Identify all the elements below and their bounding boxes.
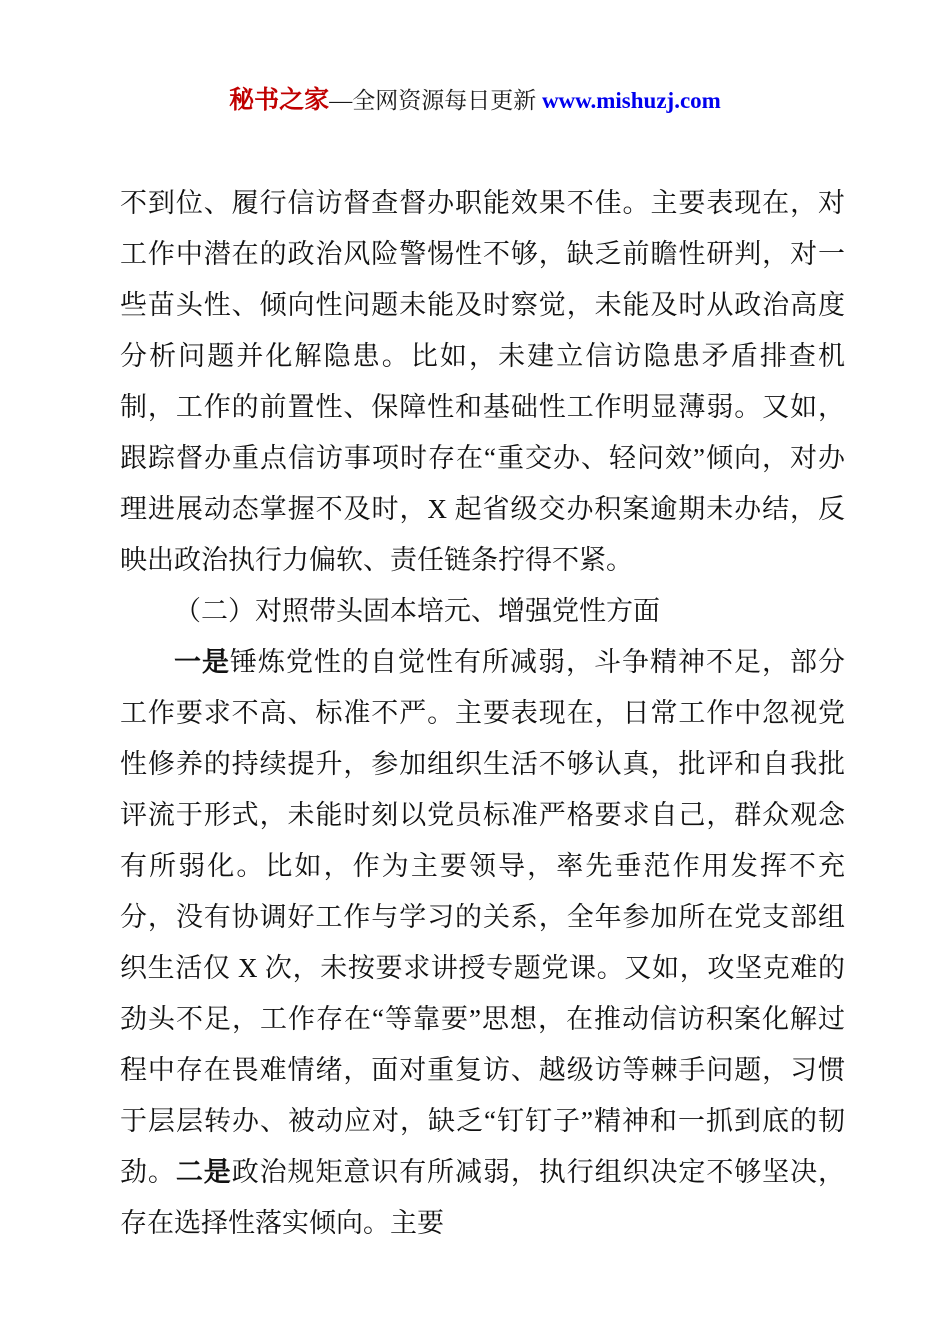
paragraph [120,586,845,637]
site-brand: 秘书之家 [229,87,330,114]
text-run: （二）对照带头固本培元、增强党性方面 [174,596,660,626]
header-tagline: —全网资源每日更新 [329,88,542,113]
text-run: 不到位、履行信访督查督办职能效果不佳。主要表现在，对工作中潜在的政治风险警惕性不够，缺乏前瞻性研判，对一些苗头性、倾向性问题未能及时察觉，未能及时从政治高度分析问题并化解隐患。比如，未建立信访隐患矛盾排查机制，工作的前置性、保障性和基础性工作明显薄弱。又如，跟踪督办重点信访事项时存在“重交办、轻问效”倾向，对办理进展动态掌握不及时，X 起省级交办积案逾期未办结，反映出政治执行力偏软、责任链条拧得不紧。 [120,188,845,575]
bold-text-run: 二是 [175,1157,232,1187]
paragraph [120,178,845,586]
site-header [0,0,950,116]
bold-text-run: 一是 [174,647,230,677]
text-run: 锤炼党性的自觉性有所减弱，斗争精神不足，部分工作要求不高、标准不严。主要表现在，日常工作中忽视党性修养的持续提升，参加组织生活不够认真，批评和自我批评流于形式，未能时刻以党员标准严格要求自己，群众观念有所弱化。比如，作为主要领导，率先垂范作用发挥不充分，没有协调好工作与学习的关系，全年参加所在党支部组织生活仅 X 次，未按要求讲授专题党课。又如，攻坚克难的劲头不足，工作存在“等靠要”思想，在推动信访积案化解过程中存在畏难情绪，面对重复访、越级访等棘手问题，习惯于层层转办、被动应对，缺乏“钉钉子”精神和一抓到底的韧劲。 [120,647,845,1187]
document-body [0,178,950,1249]
text-run: 政治规矩意识有所减弱，执行组织决定不够坚决，存在选择性落实倾向。主要 [120,1157,846,1238]
site-url-link[interactable]: www.mishuzj.com [541,88,721,113]
paragraph [120,637,845,1249]
